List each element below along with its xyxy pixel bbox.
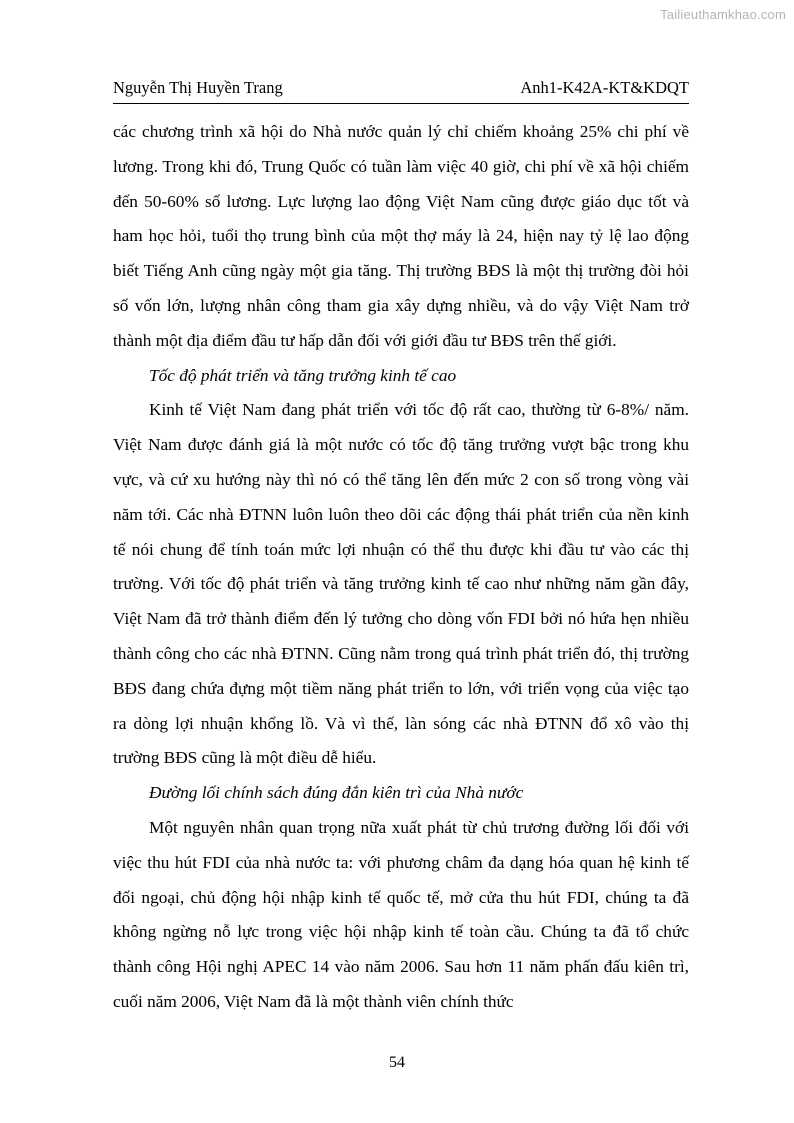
paragraph: Kinh tế Việt Nam đang phát triển với tốc độ rất cao, thường từ 6-8%/ năm. Việt Nam được đánh giá là một nước có tốc độ tăng trưởng vượt bậc trong khu vực, và cứ xu hướng này thì nó có thể tăng lên đến mức 2 con số trong vòng vài năm tới. Các nhà ĐTNN luôn luôn theo dõi các động thái phát triển của nền kinh tế nói chung để tính toán mức lợi nhuận có thể thu được khi đầu tư vào các thị trường. Với tốc độ phát triển và tăng trưởng kinh tế cao như những năm gần đây, Việt Nam đã trở thành điểm đến lý tưởng cho dòng vốn FDI bởi nó hứa hẹn nhiều thành công cho các nhà ĐTNN. Cũng nằm trong quá trình phát triển đó, thị trường BĐS đang chứa đựng một tiềm năng phát triển to lớn, với triển vọng của việc tạo ra dòng lợi nhuận khổng lồ. Và vì thế, làn sóng các nhà ĐTNN đổ xô vào thị trường BĐS cũng là một điều dễ hiểu.: [113, 400, 689, 768]
watermark: Tailieuthamkhao.com: [660, 7, 786, 22]
section-heading: Tốc độ phát triển và tăng trưởng kinh tế cao: [149, 365, 457, 385]
page-header: [113, 77, 689, 104]
paragraph: Một nguyên nhân quan trọng nữa xuất phát từ chủ trương đường lối đối với việc thu hút FDI của nhà nước ta: với phương châm đa dạng hóa quan hệ kinh tế đối ngoại, chủ động hội nhập kinh tế quốc tế, mở cửa thu hút FDI, chúng ta đã không ngừng nỗ lực trong việc hội nhập kinh tế toàn cầu. Chúng ta đã tổ chức thành công Hội nghị APEC 14 vào năm 2006. Sau hơn 11 năm phấn đấu kiên trì, cuối năm 2006, Việt Nam đã là một thành viên chính thức: [113, 817, 689, 1011]
section-heading: Đường lối chính sách đúng đắn kiên trì của Nhà nước: [149, 783, 524, 803]
page-body: [113, 115, 689, 1020]
paragraph: các chương trình xã hội do Nhà nước quản lý chỉ chiếm khoảng 25% chi phí về lương. Trong khi đó, Trung Quốc có tuần làm việc 40 giờ, chi phí về xã hội chiếm đến 50-60% số lương. Lực lượng lao động Việt Nam cũng được giáo dục tốt và ham học hỏi, tuổi thọ trung bình của một thợ máy là 24, hiện nay tỷ lệ lao động biết Tiếng Anh cũng ngày một gia tăng. Thị trường BĐS là một thị trường đòi hỏi số vốn lớn, lượng nhân công tham gia xây dựng nhiều, và do vậy Việt Nam trở thành một địa điểm đầu tư hấp dẫn đối với giới đầu tư BĐS trên thế giới.: [113, 122, 689, 350]
page-number: 54: [389, 1054, 405, 1071]
header-author: Nguyễn Thị Huyền Trang: [113, 78, 283, 97]
header-class-code: Anh1-K42A-KT&KDQT: [520, 78, 689, 97]
